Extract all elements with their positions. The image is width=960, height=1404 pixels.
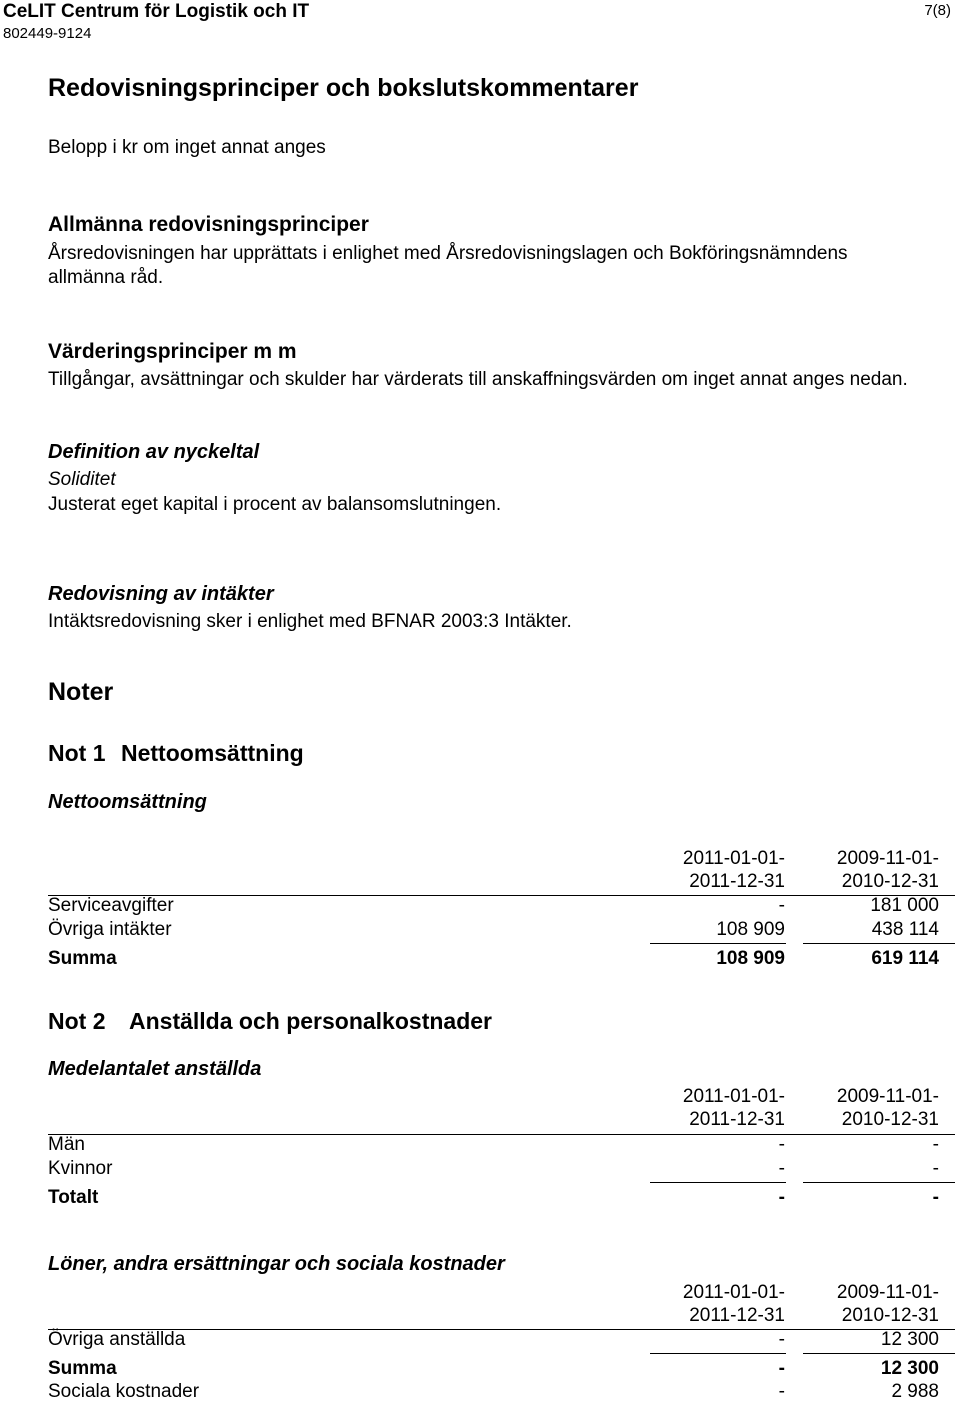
table-row [48, 918, 939, 942]
total-row [48, 1357, 939, 1381]
note1-table-title: Nettoomsättning [48, 791, 207, 813]
total-label: Summa [48, 948, 117, 969]
period-previous-start: 2009-11-01- [836, 1086, 939, 1107]
row-label: Kvinnor [48, 1158, 113, 1179]
row-value-previous: - [932, 1134, 939, 1155]
period-current-start: 2011-01-01- [682, 1086, 785, 1107]
employees-period-current [683, 1085, 785, 1131]
row-label: Övriga intäkter [48, 919, 172, 940]
employees-table-title: Medelantalet anställda [48, 1058, 262, 1080]
general-principles-text-line1: Årsredovisningen har upprättats i enlighet med Årsredovisningslagen och Bokföringsnämndens [48, 243, 848, 264]
period-previous-start: 2009-11-01- [836, 848, 939, 869]
row-label: Män [48, 1134, 85, 1155]
salaries-sum-rule-current [650, 1353, 786, 1354]
table-row [48, 1328, 939, 1352]
salaries-period-current [683, 1281, 785, 1327]
employees-sum-rule-previous [803, 1182, 955, 1183]
salaries-sum-rule-previous [803, 1353, 955, 1354]
total-value-previous: - [932, 1187, 939, 1208]
salaries-period-previous [837, 1281, 939, 1327]
note1-number: Not 1 [48, 740, 106, 766]
row-label: Övriga anställda [48, 1329, 186, 1350]
period-previous-start: 2009-11-01- [836, 1282, 939, 1303]
table-row [48, 1133, 939, 1157]
company-name: CeLIT Centrum för Logistik och IT [3, 1, 310, 22]
revenue-text: Intäktsredovisning sker i enlighet med BFNAR 2003:3 Intäkter. [48, 611, 572, 632]
row-value-previous: 12 300 [880, 1329, 939, 1350]
row-value-current: - [778, 1134, 785, 1155]
row-value-previous: 181 000 [870, 895, 939, 916]
note1-title: Nettoomsättning [121, 740, 304, 766]
row-value-current: - [778, 1158, 785, 1179]
general-principles-heading: Allmänna redovisningsprinciper [48, 213, 369, 236]
note1-heading [48, 740, 304, 767]
page-subtitle: Belopp i kr om inget annat anges [48, 137, 326, 158]
period-current-end: 2011-12-31 [689, 871, 785, 892]
note1-sum-rule-previous [803, 943, 955, 944]
key-ratios-text: Justerat eget kapital i procent av balansomslutningen. [48, 494, 502, 515]
row-value-previous: 2 988 [891, 1381, 939, 1402]
note1-period-current [683, 847, 785, 893]
total-row [48, 1186, 939, 1210]
total-value-current: 108 909 [716, 948, 785, 969]
period-current-end: 2011-12-31 [689, 1109, 785, 1130]
table-row [48, 1157, 939, 1181]
row-label: Serviceavgifter [48, 895, 174, 916]
total-value-previous: 12 300 [880, 1358, 939, 1379]
valuation-heading: Värderingsprinciper m m [48, 340, 297, 363]
total-label: Summa [48, 1358, 117, 1379]
salaries-table-title: Löner, andra ersättningar och sociala kostnader [48, 1253, 505, 1275]
period-current-end: 2011-12-31 [689, 1305, 785, 1326]
row-label: Sociala kostnader [48, 1381, 200, 1402]
key-ratios-heading: Definition av nyckeltal [48, 441, 260, 463]
employees-period-previous [837, 1085, 939, 1131]
period-previous-end: 2010-12-31 [841, 1109, 939, 1130]
period-previous-end: 2010-12-31 [841, 1305, 939, 1326]
note2-heading [48, 1008, 492, 1035]
row-value-previous: - [932, 1158, 939, 1179]
note1-sum-rule-current [650, 943, 786, 944]
period-current-start: 2011-01-01- [682, 1282, 785, 1303]
row-value-current: 108 909 [716, 919, 785, 940]
total-value-current: - [778, 1187, 785, 1208]
row-value-previous: 438 114 [871, 919, 939, 940]
revenue-heading: Redovisning av intäkter [48, 583, 274, 605]
page-number: 7(8) [924, 2, 951, 19]
general-principles-text-line2: allmänna råd. [48, 267, 164, 288]
note1-period-previous [837, 847, 939, 893]
page-title: Redovisningsprinciper och bokslutskommentarer [48, 74, 639, 102]
table-row [48, 1380, 939, 1404]
table-row [48, 894, 939, 918]
period-previous-end: 2010-12-31 [841, 871, 939, 892]
total-row [48, 947, 939, 971]
row-value-current: - [778, 895, 785, 916]
total-value-current: - [778, 1358, 785, 1379]
period-current-start: 2011-01-01- [682, 848, 785, 869]
key-ratios-subheading: Soliditet [48, 469, 116, 490]
org-number: 802449-9124 [3, 25, 92, 42]
row-value-current: - [778, 1329, 785, 1350]
note2-number: Not 2 [48, 1008, 106, 1034]
valuation-text: Tillgångar, avsättningar och skulder har värderats till anskaffningsvärden om inget annat anges nedan. [48, 369, 908, 390]
notes-title: Noter [48, 678, 114, 706]
total-value-previous: 619 114 [871, 948, 939, 969]
note2-title: Anställda och personalkostnader [129, 1008, 492, 1034]
row-value-current: - [778, 1381, 785, 1402]
total-label: Totalt [48, 1187, 99, 1208]
employees-sum-rule-current [650, 1182, 786, 1183]
